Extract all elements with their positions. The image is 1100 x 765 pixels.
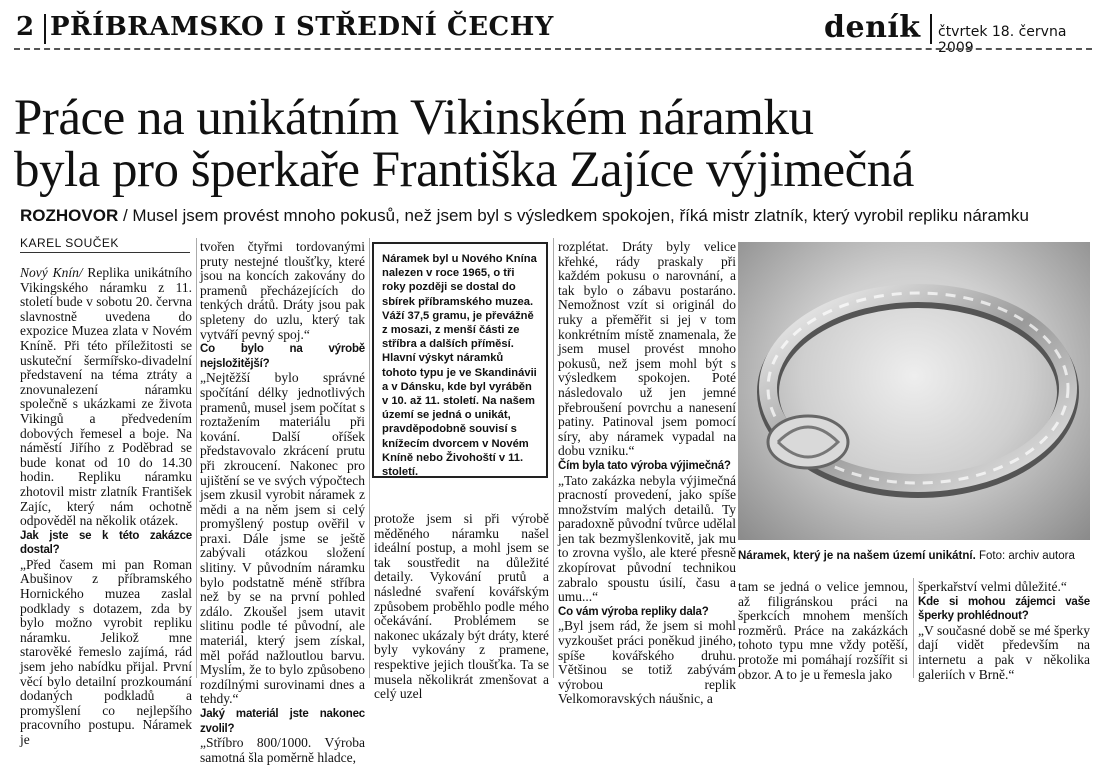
interview-question: Jak jste se k této zakázce dostal? bbox=[20, 529, 192, 557]
interview-answer: „Tato zakázka nebyla výjimečná pracností provedení, jako spíše množstvím malých detailů. Ty paradoxně původní tvůrce udělal jen tak bezmyšlenkovitě, jak mu to zrovna vyšlo, ale které přesně zkopírovat původní technikou zabralo spoustu úsilí, času a umu...“ bbox=[558, 472, 736, 605]
issue-date: čtvrtek 18. června 2009 bbox=[938, 24, 1067, 56]
dateline: Nový Knín/ bbox=[20, 265, 83, 280]
article-column-3 bbox=[374, 512, 549, 702]
interview-answer: tvořen čtyřmi tordovanými pruty nestejné tloušťky, které jsou na koncích zakovány do pramenů přecházejících do tenkých drátů. Dráty jsou pak spleteny do uzlu, který tak vytváří pevný spoj.“ bbox=[200, 239, 365, 342]
article-column-1 bbox=[20, 266, 192, 748]
interview-answer: „Byl jsem rád, že jsem si mohl vyzkoušet práci poněkud jiného, spíše kovářského druhu. Většinou se totiž zabývám výrobou replik Velkomoravských náušnic, a bbox=[558, 618, 736, 707]
header-rule bbox=[14, 48, 1092, 50]
photo-caption bbox=[738, 550, 1090, 562]
brand-logo: deník bbox=[824, 10, 921, 45]
interview-question: Čím byla tato výroba výjimečná? bbox=[558, 459, 731, 472]
header-divider bbox=[930, 14, 932, 44]
byline: KAREL SOUČEK bbox=[20, 236, 119, 250]
lead-text: Replika unikátního Vikingského náramku z 11. století bude v sobotu 20. června slavnostně uvedena do expozice Muzea zlata v Novém Kníně. Při této příležitosti se uskuteční šermířsko-divadelní představení na téma ztráty a znovunalezení náramku společně s ukázkami ze života Vikingů a předvedením dobových řemesel a boje. Na náměstí Jiřího z Poděbrad se bude konat od 10 do 14.30 hodin. Repliku náramku zhotovil mistr zlatník František Zajíc, který nám ochotně odpověděl na několik otázek. bbox=[20, 265, 193, 529]
column-divider bbox=[196, 238, 197, 678]
article-column-5 bbox=[738, 580, 908, 682]
header-divider bbox=[44, 14, 46, 44]
interview-answer: „V současné době se mé šperky dají vidět především na internetu a pak v několika galeriích v Brně.“ bbox=[918, 622, 1090, 682]
article-column-2 bbox=[200, 240, 365, 765]
interview-answer: tam se jedná o velice jemnou, až filigránskou práci na šperkcích mnohem menších rozměrů. Práce na zakázkách tohoto typu mne vždy potěší, protože mi pomáhají rozšířit si obzor. A to je u řemesla jako bbox=[738, 579, 908, 682]
headline-line-2: byla pro šperkaře Františka Zajíce výjimečná bbox=[14, 142, 914, 198]
article-deck bbox=[20, 206, 1100, 226]
headline-line-1: Práce na unikátním Vikinském náramku bbox=[14, 90, 814, 146]
column-divider bbox=[913, 578, 914, 678]
bracelet-illustration bbox=[738, 242, 1090, 540]
page-number: 2 bbox=[16, 12, 36, 42]
deck-label: ROZHOVOR bbox=[20, 206, 119, 225]
fact-box: Náramek byl u Nového Knína nalezen v roce 1965, o tři roky později se dostal do sbírek příbramského muzea. Váží 37,5 gramu, je převážně z mosazi, z menší části ze stříbra a dalších příměsí. Hlavní výskyt náramků tohoto typu je ve Skandinávii a v Dánsku, kde byl vyráběn v 10. až 11. století. Na našem území se jedná o unikát, pravděpodobně souvisí s knížecím dvorcem v Novém Kníně nebo Živohoští v 11. století. bbox=[372, 242, 548, 478]
interview-answer: protože jsem si při výrobě měděného náramku našel ideální postup, a mohl jsem se tak soustředit na důležité detaily. Vykování prutů a následné svaření kovářským způsobem proběhlo podle mého očekávání. Problémem se nakonec ukázaly být dráty, které byly vykovány z pramene, respektive jejich tloušťka. Ta se musela několikrát zmenšovat a celý uzel bbox=[374, 511, 549, 702]
interview-question: Co bylo na výrobě nejsložitější? bbox=[200, 343, 365, 370]
interview-question: Jaký materiál jste nakonec zvolil? bbox=[200, 708, 365, 735]
article-column-4 bbox=[558, 240, 736, 707]
interview-answer: „Stříbro 800/1000. Výroba samotná šla poměrně hladce, bbox=[200, 735, 365, 765]
article-headline bbox=[14, 92, 1094, 196]
page-header bbox=[14, 8, 1092, 56]
article-column-6 bbox=[918, 580, 1090, 682]
interview-answer: „Před časem mi pan Roman Abušinov z příbramského Hornického muzea zaslal podklady s dotazem, zda by bylo možno vyrobit repliku náramku. Jelikož mne starověké řemeslo zajímá, rád jsem jeho nabídku přijal. První věcí bylo detailní prozkoumání dodaných podkladů a promyšlení co nejlepšího pracovního postupu. Náramek je bbox=[20, 556, 192, 747]
byline-rule bbox=[20, 252, 190, 253]
interview-answer: šperkařství velmi důležité.“ bbox=[918, 579, 1067, 594]
section-title: PŘÍBRAMSKO I STŘEDNÍ ČECHY bbox=[50, 12, 554, 42]
photo-credit: Foto: archiv autora bbox=[975, 550, 1075, 562]
interview-answer: „Nejtěžší bylo správné spočítání délky jednotlivých pramenů, musel jsem počítat s roztažením materiálu při kování. Další oříšek představovalo zkrácení prutu při zkroucení. Nakonec pro ujištění se ve svých výpočtech jsem zkusil vyrobit náramek z mědi a na něm jsem si celý promyšlený postup ověřil v praxi. Dále jsme se ještě zabývali otázkou složení slitiny. V původním náramku bylo podstatně méně stříbra než by se na první pohled zdálo. Zkoušel jsem utavit slitinu podle té původní, ale materiál, který jsem získal, měl pořád nažloutlou barvu. Myslím, že to bylo způsobeno rozdílnými surovinami dnes a tehdy.“ bbox=[200, 370, 365, 707]
interview-question: Co vám výroba repliky dala? bbox=[558, 605, 709, 618]
interview-answer: rozplétat. Dráty byly velice křehké, rády praskaly při každém pokusu o narovnání, a tak bylo o zábavu postaráno. Nemožnost vzít si originál do ruky a přeměřit si jej v tom konkrétním místě znamenala, že jsem musel provést mnoho pokusů, než jsem mohl být s výsledkem spokojen. Poté následovalo už jen jemné přebroušení povrchu a nanesení patiny. Patinoval jsem pomocí síry, aby náramek vypadal na dobu vzniku.“ bbox=[558, 239, 736, 459]
column-divider bbox=[369, 238, 370, 678]
interview-question: Kde si mohou zájemci vaše šperky prohlédnout? bbox=[918, 595, 1090, 623]
lead-paragraph bbox=[20, 266, 192, 529]
caption-text: Náramek, který je na našem území unikátní. bbox=[738, 550, 976, 562]
deck-text: / Musel jsem provést mnoho pokusů, než jsem byl s výsledkem spokojen, říká mistr zlatník, který vyrobil repliku náramku bbox=[118, 206, 1030, 225]
bracelet-photo bbox=[738, 242, 1090, 540]
column-divider bbox=[553, 238, 554, 678]
